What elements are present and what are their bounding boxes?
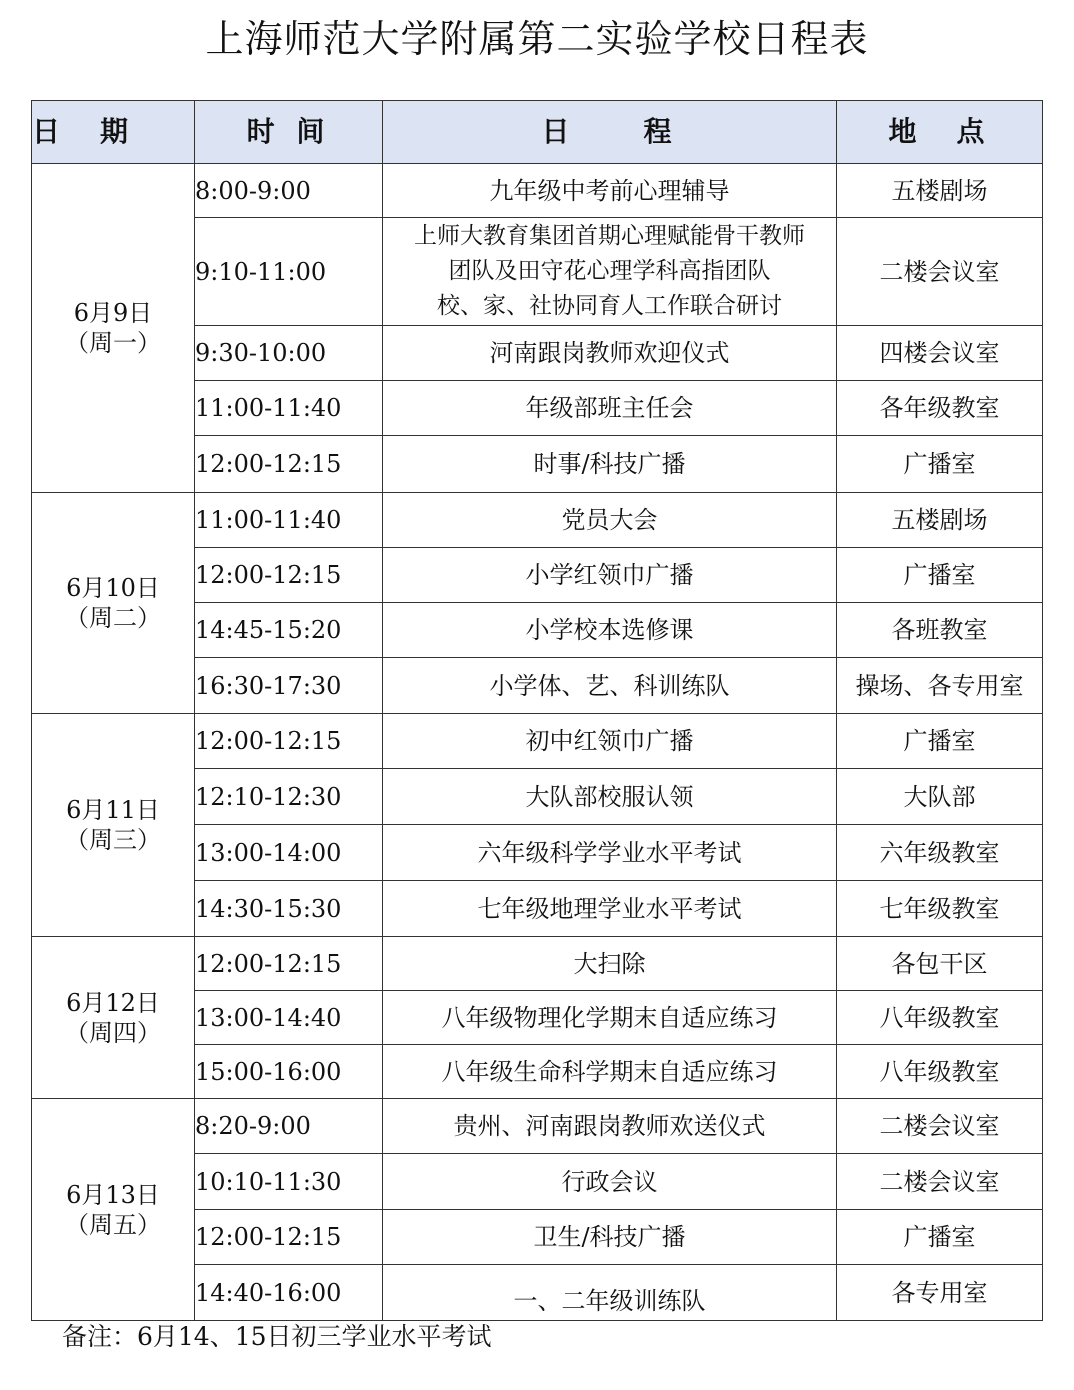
event-cell: 七年级地理学业水平考试 (383, 881, 837, 937)
time-cell: 12:00-12:15 (195, 937, 383, 991)
time-cell: 14:30-15:30 (195, 881, 383, 937)
time-cell: 14:45-15:20 (195, 603, 383, 658)
event-cell: 大队部校服认领 (383, 769, 837, 825)
weekday-label: （周一） (65, 329, 161, 357)
time-cell: 11:00-11:40 (195, 493, 383, 548)
event-cell: 初中红领巾广播 (383, 714, 837, 769)
table-row (32, 493, 1043, 548)
weekday-label: （周四） (65, 1018, 161, 1047)
event-cell: 八年级物理化学期末自适应练习 (383, 991, 837, 1045)
time-cell: 12:00-12:15 (195, 548, 383, 603)
date-label: 6月10日 (66, 574, 160, 602)
place-cell: 各包干区 (837, 937, 1043, 991)
time-cell: 8:20-9:00 (195, 1099, 383, 1154)
event-cell: 时事/科技广播 (383, 436, 837, 493)
time-cell: 14:40-16:00 (195, 1265, 383, 1321)
place-cell: 二楼会议室 (837, 218, 1043, 326)
schedule-table (31, 100, 1043, 1321)
event-cell: 河南跟岗教师欢迎仪式 (383, 326, 837, 381)
time-cell: 12:10-12:30 (195, 769, 383, 825)
header-time: 时 间 (195, 101, 383, 164)
weekday-label: （周五） (65, 1210, 161, 1239)
time-cell: 16:30-17:30 (195, 658, 383, 714)
date-cell (32, 937, 195, 1099)
event-cell: 一、二年级训练队 (383, 1265, 837, 1321)
time-cell: 10:10-11:30 (195, 1154, 383, 1210)
event-cell: 大扫除 (383, 937, 837, 991)
place-cell: 四楼会议室 (837, 326, 1043, 381)
weekday-label: （周三） (65, 826, 161, 854)
header-event: 日 程 (383, 101, 837, 164)
place-cell: 八年级教室 (837, 991, 1043, 1045)
event-cell: 六年级科学学业水平考试 (383, 825, 837, 881)
place-cell: 各专用室 (837, 1265, 1043, 1321)
time-cell: 15:00-16:00 (195, 1045, 383, 1099)
header-date: 日 期 (32, 101, 195, 164)
time-cell: 12:00-12:15 (195, 436, 383, 493)
event-line: 校、家、社协同育人工作联合研讨 (437, 293, 782, 319)
time-cell: 11:00-11:40 (195, 381, 383, 436)
table-row (32, 1099, 1043, 1154)
date-cell (32, 1099, 195, 1321)
event-cell: 九年级中考前心理辅导 (383, 164, 837, 218)
event-line: 团队及田守花心理学科高指团队 (448, 258, 771, 284)
place-cell: 大队部 (837, 769, 1043, 825)
event-cell: 小学校本选修课 (383, 603, 837, 658)
place-cell: 各班教室 (837, 603, 1043, 658)
date-label: 6月11日 (66, 796, 160, 824)
place-cell: 五楼剧场 (837, 493, 1043, 548)
event-cell: 卫生/科技广播 (383, 1210, 837, 1265)
place-cell: 操场、各专用室 (837, 658, 1043, 714)
time-cell: 8:00-9:00 (195, 164, 383, 218)
event-cell: 八年级生命科学期末自适应练习 (383, 1045, 837, 1099)
event-cell (383, 218, 837, 326)
table-row (32, 714, 1043, 769)
event-cell: 年级部班主任会 (383, 381, 837, 436)
date-label: 6月13日 (66, 1180, 160, 1209)
time-cell: 9:30-10:00 (195, 326, 383, 381)
date-cell (32, 493, 195, 714)
header-row (32, 101, 1043, 164)
time-cell: 13:00-14:40 (195, 991, 383, 1045)
footnote: 备注：6月14、15日初三学业水平考试 (62, 1322, 492, 1351)
place-cell: 广播室 (837, 714, 1043, 769)
header-place: 地 点 (837, 101, 1043, 164)
date-label: 6月12日 (66, 988, 160, 1017)
event-cell: 党员大会 (383, 493, 837, 548)
date-cell (32, 164, 195, 493)
place-cell: 八年级教室 (837, 1045, 1043, 1099)
event-cell: 行政会议 (383, 1154, 837, 1210)
event-cell: 小学体、艺、科训练队 (383, 658, 837, 714)
place-cell: 各年级教室 (837, 381, 1043, 436)
place-cell: 广播室 (837, 1210, 1043, 1265)
time-cell: 13:00-14:00 (195, 825, 383, 881)
place-cell: 五楼剧场 (837, 164, 1043, 218)
event-cell: 小学红领巾广播 (383, 548, 837, 603)
table-row (32, 937, 1043, 991)
page-title: 上海师范大学附属第二实验学校日程表 (205, 17, 869, 61)
place-cell: 二楼会议室 (837, 1099, 1043, 1154)
time-cell: 12:00-12:15 (195, 714, 383, 769)
place-cell: 二楼会议室 (837, 1154, 1043, 1210)
event-line: 上师大教育集团首期心理赋能骨干教师 (414, 223, 805, 249)
event-cell: 贵州、河南跟岗教师欢送仪式 (383, 1099, 837, 1154)
date-cell (32, 714, 195, 937)
time-cell: 9:10-11:00 (195, 218, 383, 326)
place-cell: 广播室 (837, 548, 1043, 603)
table-row (32, 164, 1043, 218)
place-cell: 广播室 (837, 436, 1043, 493)
date-label: 6月9日 (73, 299, 153, 327)
weekday-label: （周二） (65, 604, 161, 632)
place-cell: 六年级教室 (837, 825, 1043, 881)
place-cell: 七年级教室 (837, 881, 1043, 937)
time-cell: 12:00-12:15 (195, 1210, 383, 1265)
